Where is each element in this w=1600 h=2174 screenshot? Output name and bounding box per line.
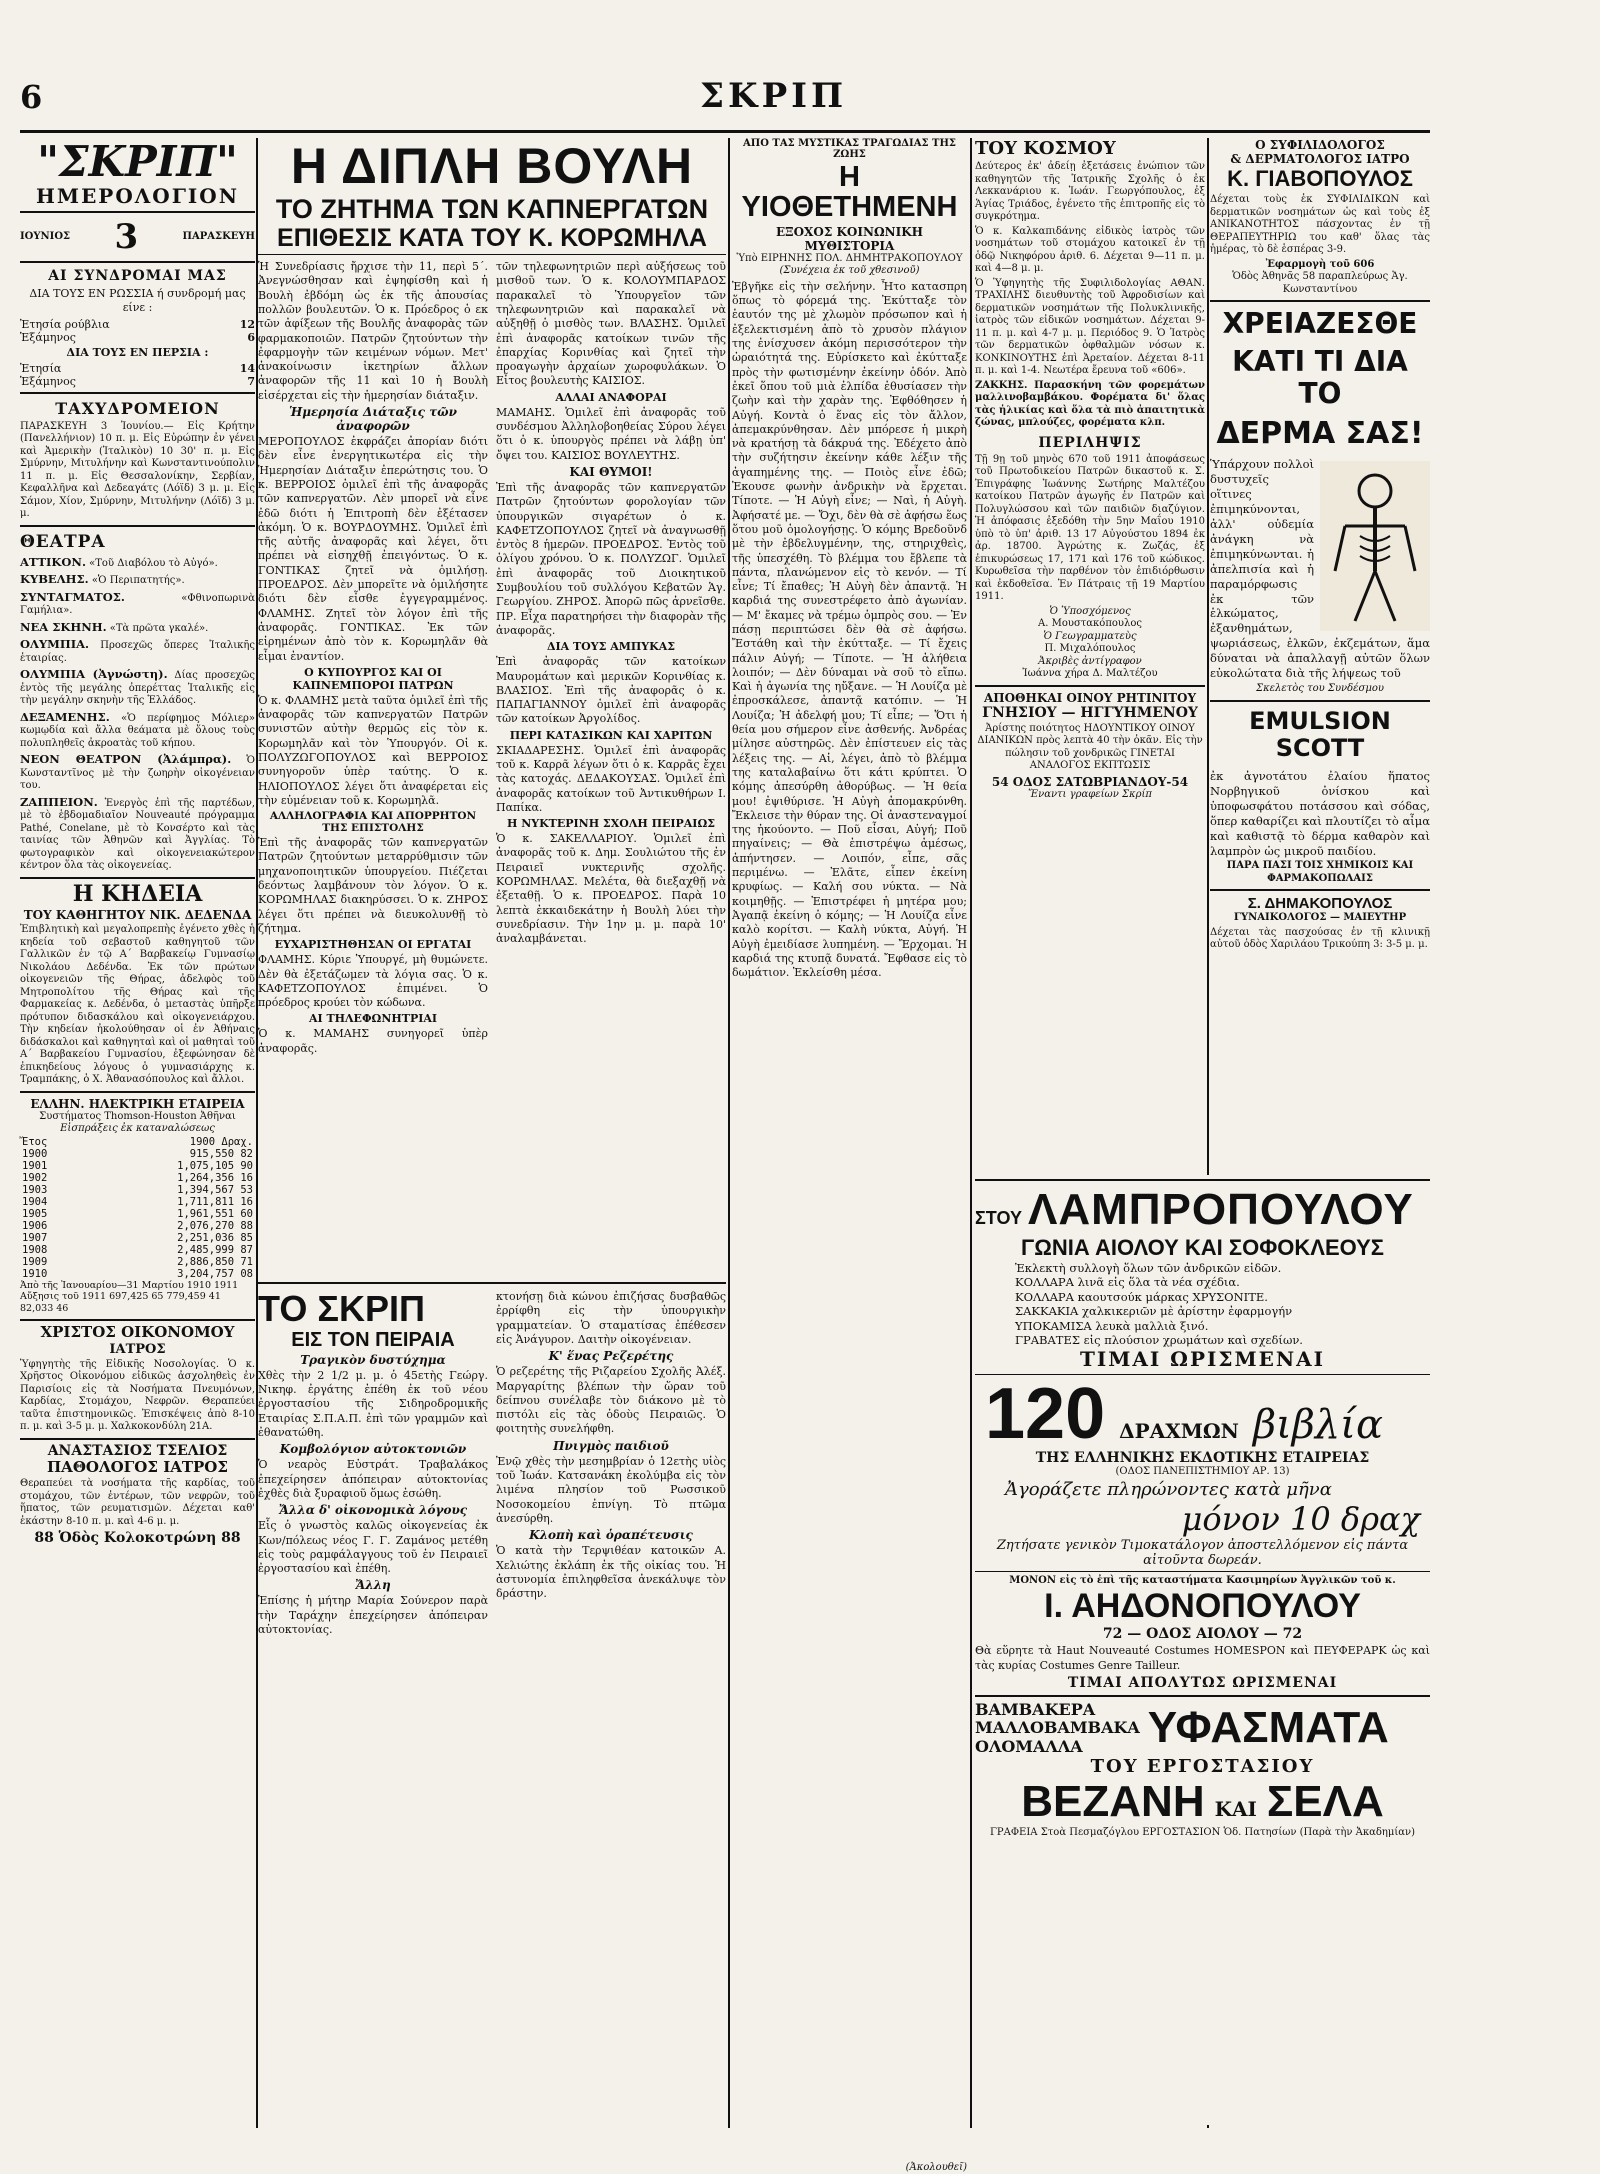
article-subhead: Ο ΚΥΠΟΥΡΓΟΣ ΚΑΙ ΟΙ ΚΑΠΝΕΜΠΟΡΟΙ ΠΑΤΡΩΝ [292, 665, 454, 692]
theatre-name: ΝΕΑ ΣΚΗΝΗ. [20, 619, 107, 634]
piraeus-col-left [258, 1288, 488, 1639]
piraeus-subhead: Κ' ἕνας Ρεζερέτης [548, 1349, 674, 1364]
scott-ad-text: ἐκ ἀγνοτάτου ἐλαίου ἥπατος Νορβηγικοῦ ὀνίσκου καὶ ὑποφωσφάτου ποτάσσου καὶ σόδας, ὅπερ καθαρίζει καὶ πλουτίζει τὸ αἷμα καὶ καθιστᾷ τὸ δέρμα καθαρὸν καὶ λαμπρὸν ὡς μικροῦ παιδίου. [1210, 768, 1430, 858]
theatre-text: «Φθινοπωρινὰ Γαμήλια». [20, 592, 255, 617]
funeral-title: Η ΚΗΔΕΙΑ [72, 880, 203, 907]
article-body [258, 258, 726, 1278]
table-cell: 915,550 82 [189, 1147, 253, 1160]
fabrics-sub: ΤΟΥ ΕΡΓΟΣΤΑΣΙΟΥ [1090, 1756, 1315, 1778]
society-text: Ὁ κ. Καλκαπιδάνης εἰδικὸς ἰατρὸς τῶν νοσημάτων τοῦ στομάχου κατοικεῖ ἐν τῇ ὁδῷ Νικηφόρου ἀριθ. 6. Δέχεται 9—11 π. μ. καὶ 4—8 μ. μ. [975, 225, 1205, 274]
piraeus-paragraph: Ἐπίσης ἡ μήτηρ Μαρία Σούνερον παρὰ τὴν Ταράχην ἐπεχείρησεν ἀπόπειραν αὐτοκτονίας. [258, 1594, 488, 1637]
article-subhead: ΔΙΑ ΤΟΥΣ ΑΜΠΥΚΑΣ [546, 640, 676, 654]
lampropoulos-item: ΣΑΚΚΑΚΙΑ χαλκικεριῶν μὲ ἀρίστην ἐφαρμογήν [1015, 1304, 1293, 1319]
books-line-1: Ἀγοράζετε πληρώνοντες κατὰ μῆνα [1005, 1478, 1332, 1500]
fabric-type: ΟΛΟΜΑΛΛΑ [975, 1736, 1083, 1756]
piraeus-subhead: Τραγικὸν δυστύχημα [300, 1352, 446, 1367]
article-paragraph: ΜΑΜΑΗΣ. Ὁμιλεῖ ἐπὶ ἀναφορᾶς τοῦ συνδέσμου Ἀλληλοβοηθείας Σύρου λέγει ὅτι ὁ κ. ὑπουργὸς πρέπει νὰ λάβῃ ὑπ' ὄψει του. ΚΑΙΣΙΟΣ ΒΟΥΛΕΥΤΗΣ. [496, 405, 726, 462]
piraeus-paragraph: Χθὲς τὴν 2 1/2 μ. μ. ὁ 45ετὴς Γεώργ. Νικηφ. ἐργάτης ἐπέθη ἐκ τοῦ νέου ἐργοστασίου τῆς Σιδηροδρομικῆς Εταιρίας Σ.Π.Α.Π. ἐπὶ τῶν γραμμῶν καὶ ἐθανατώθη. [258, 1368, 488, 1440]
article-paragraph: ΦΛΑΜΗΣ. Κύριε Ὑπουργέ, μὴ θυμώνετε. Δὲν θὰ ἐξετάζωμεν τὰ λόγια σας. Ὁ κ. ΚΑΦΕΤΖΟΠΟΥΛΟΣ ἐπιμένει. Ὁ πρόεδρος κρούει τὸν κώδωνα. [258, 953, 488, 1010]
doctor-2-text: Θεραπεύει τὰ νοσήματα τῆς καρδίας, τοῦ στομάχου, τῶν ἐντέρων, τῶν νεφρῶν, τοῦ ἥπατος, τῶν ρευματισμῶν. Δέχεται καθ' ἑκάστην 8-10 π. μ. καὶ 4-6 μ. μ. [20, 1478, 255, 1527]
theatre-name: ΔΕΞΑΜΕΝΗΣ. [20, 709, 110, 724]
piraeus-subhead: Κλοπὴ καὶ ὁραπέτευσις [529, 1528, 693, 1543]
fabric-type: ΒΑΜΒΑΚΕΡΑ [975, 1699, 1096, 1719]
wide-ads [975, 1175, 1430, 2125]
electric-note: Ἀπὸ τῆς Ἰανουαρίου—31 Μαρτίου 1910 1911 Αὔξησις τοῦ 1911 697,425 65 779,459 41 82,033 46 [20, 1279, 239, 1315]
lampropoulos-item: Ἐκλεκτὴ συλλογὴ ὅλων τῶν ἀνδρικῶν εἰδῶν. [1015, 1261, 1282, 1275]
society-kicker: ΤΟΥ ΚΟΣΜΟΥ [975, 138, 1116, 159]
piraeus-paragraph: κτονήσῃ διὰ κώνου ἐπιζήσας δυσβαθῶς ἐρρίφθη εἰς τὴν ὑπουργικὴν γραμματείαν. Ὁ σταματίσας ἐπέθεσεν εἰς Ἀνάγυρον. Δαιτὴν οἰκογένειαν. [496, 1290, 726, 1346]
books-publisher: ΤΗΣ ΕΛΛΗΝΙΚΗΣ ΕΚΔΟΤΙΚΗΣ ΕΤΑΙΡΕΙΑΣ [1035, 1450, 1370, 1467]
subscriptions-russia: ΔΙΑ ΤΟΥΣ ΕΝ ΡΩΣΣΙΑ ή συνδρομή μας είνε : [29, 287, 246, 315]
fabrics-name-2: ΣΕΛΑ [1266, 1777, 1384, 1827]
novel-end: (Ἀκολουθεῖ) [905, 2161, 967, 2173]
paper-name: ΣΚΡΙΠ [700, 76, 848, 116]
doctor-ad-name: Κ. ΓΙΑΒΟΠΟΥΛΟΣ [1227, 166, 1413, 191]
theatre-item [20, 555, 255, 571]
piraeus-paragraph: Ὁ κατὰ τὴν Τερψιθέαν κατοικῶν Α. Χελιώτης ἐκλάπη ἐκ τῆς οἰκίας του. Ἡ ἀστυνομία ἐπιληφθεῖσα ἀνεκάλυψε τὸν δράστην. [496, 1544, 726, 1601]
table-row [20, 1172, 255, 1184]
wine-note: Ἔναντι γραφείων Σκρίπ [1028, 788, 1152, 800]
gynecologist-name: Σ. ΔΗΜΑΚΟΠΟΥΛΟΣ [1247, 895, 1393, 913]
fabrics-types [975, 1701, 1140, 1756]
funeral-subtitle: ΤΟΥ ΚΑΘΗΓΗΤΟΥ ΝΙΚ. ΔΕΔΕΝΔΑ [23, 908, 252, 923]
doctor-1-title: ΙΑΤΡΟΣ [109, 1341, 166, 1357]
theatre-item [20, 572, 255, 588]
fabrics-address: ΓΡΑΦΕΙΑ Στοὰ Πεσμαζόγλου ΕΡΓΟΣΤΑΣΙΟΝ Ὁδ. Πατησίων (Παρὰ τὴν Ἀκαδημίαν) [989, 1827, 1416, 1839]
fabrics-name-1: ΒΕΖΑΝΗ [1021, 1777, 1205, 1827]
theatre-name: ΑΤΤΙΚΟΝ. [20, 554, 86, 569]
books-line-3: Ζητήσατε γενικὸν Τιμοκατάλογον ἀποστελλόμενον εἰς πάντα αἰτοῦντα δωρεάν. [996, 1537, 1409, 1568]
theatre-item [20, 667, 255, 708]
novel-text: Ἐβγῆκε εἰς τὴν σελήνην. Ἦτο κατασπρη ὅπως τὸ φόρεμά της. Ἐκύτταξε τὸν ἑαυτόν της μὲ χλωμὸν πρόσωπον καὶ ἡ ἐξελεκτισμένη ἀπὸ τὸ χρυσὸν πλάγιον της ἐνίσχυσεν ἀκόμη περισσότερον τὴν ὡραιότητά της. Εὐρίσκετο καὶ ἐκύτταξε πρὸς τὴν φωτισμένην ἐκείνην ὁδόν. Ἀπὸ ἐκεῖ ὅπου τοῦ μιὰ ἐλπίδα ἐθυσίασεν τὴν ζωὴν καὶ τὴν χαρὰν της. Ἐφθόθησεν ἡ Αὐγή. Κοντὰ ὁ ἕνας εἰς τὸν ἄλλον, ἀπεμακρύνθησαν. Δὲν μπόρεσε ἡ μικρὴ νὰ κρατήσῃ τὰ δάκρυά της. Ἐδέχετο ἀπὸ τὴν συζήτησιν ἐκείνην κάθε λέξιν τῆς ἀγαπημένης της. — Ποιὸς εἶνε ἐδῶ; Ἐκουσε φωνὴν ἀνδρικὴν νὰ ἔρχεται. Τίποτε. — Ἡ Αὐγὴ εἶνε; — Ναὶ, ἡ Αὐγὴ. Ἀφήσατέ με. — Ὄχι, δὲν θὰ σὲ ἀφήσω ἕως ὅτου μοῦ ὁμολογήσῃς. Ὁ κόμης Βρεδοῦνδ μὲ τὴν ἐβδελυγμένην, της, στηριχθεὶς, τῆς ὑπεσχέθη. Τὸ βλέμμα του ἔβλεπε τὰ πάντα, πλανώμενον εἰς τὸ κενόν. — Τί εἶνε; Τί ἔπαθες; Ἡ Αὐγὴ δὲν ἀπαντᾷ. Ἡ καρδιά της συνεστρέφετο ἀπὸ ἀγωνίαν. — Μ' ἔκαμες νὰ τρέμω ὁμπρὸς σου. — Ἐν πάσῃ περιπτώσει δὲν θὰ σὲ ἀφήσω. Ἔστάθη καὶ τὴν ἐκύτταξε. — Τί ἔχεις πάλιν Αὐγή; — Τίποτε. — Ἡ ἀλήθεια λοιπόν; — Δὲν δύναμαι νὰ σοῦ τὸ εἴπω. Καὶ ἡ ἀγωνία της ηὔξανε. — Ἡ Λουίζα μὲ ἐπροσκάλεσε, ἀπαντᾷ κατόπιν. — Ἡ Λουίζα; Ἡ ἀδελφή μου; Τί εἶπε; — Ὅτι ἡ θεία μου σήμερον εἶνε ἀσθενής. Ἀνδρέας μίλησε αὐστηρῶς. Δὲν ἐπίστευεν εἰς τὰς λέξεις της. — Αἱ, λέγει, ἀπὸ τὸ βλέμμα της καταλαβαίνω ὅτι κάτι κρύπτει. Ὁ κόμης ἀπεσύρθη ἀθορύβως. — Ἡ θεία μου! ἐψιθύρισε. Ἡ Αὐγὴ ἀπομακρύνθη. Ἔκλεισε τὴν θύραν της. Οἱ ἀναστεναγμοί της ἠκούοντο. — Ποῦ εἶσαι, Αὐγή; Ποῦ πηγαίνεις; — Θὰ ἐπιστρέψω ἀμέσως, ἀπήντησεν. — Λοιπόν, εἶπε, σᾶς περιμένω. — Ἐλᾶτε, εἶπεν ἐκείνη κρυφίως. — Καλή σου νύκτα. — Νὰ κοιμηθῇς. — Ἐπιστρέφει ἡ μητέρα μου; Ἀγαπᾷ ἐκείνη ὁ κόμης; — Ἡ Λουίζα εἶνε καλὸ κορίτσι. — Καλὴ νύκτα, Αὐγή. Ἡ Αὐγὴ ἐμειδίασε λυπημένη. — Ἔρχομαι. Ἡ καρδιά της κτυπᾷ δυνατά. Ἔφθασε εἰς τὸ δωμάτιον. Ἐκλείσθη μέσα. [732, 279, 967, 980]
fabric-type: ΜΑΛΛΟΒΑΜΒΑΚΑ [975, 1718, 1140, 1738]
wine-subtitle: ΓΝΗΣΙΟΥ — ΗΓΓΥΗΜΕΝΟΥ [982, 704, 1198, 721]
fabrics-and: ΚΑΙ [1214, 1797, 1257, 1822]
books-line-2: μόνον 10 δραχ [1181, 1499, 1420, 1538]
subscription-row [20, 318, 255, 331]
subscription-row [20, 362, 255, 375]
table-row [20, 1208, 255, 1220]
notice-sign: Ἰωάννα χήρα Δ. Μαλτέζου [1022, 668, 1158, 679]
doctor-2-address: 88 Ὁδὸς Κολοκοτρώνη 88 [34, 1530, 241, 1547]
article-paragraph: Ἐπὶ ἀναφορᾶς τῶν κατοίκων Μαυρομάτων καὶ μερικῶν Κορινθίας κ. ΒΛΑΣΙΟΣ. Ἐπὶ τῆς ἀναφορᾶς ὁ κ. ΠΑΠΑΓΙΑΝΝΟΥ ὁμιλεῖ ἐπὶ ἀναφορᾶς τῶν κατοίκων Ἀργολίδος. [496, 655, 726, 726]
table-row [20, 1196, 255, 1208]
post-office-text: ΠΑΡΑΣΚΕΥΗ 3 Ἰουνίου.— Εἰς Κρήτην (Πανελλήνιον) 10 π. μ. Εἰς Εὐρώπην ἐν γένει καὶ Ἀμερικὴν (Ἰταλικὸν) 10 30' π. μ. Εἰς Σμύρνην, Μιτυλήνην καὶ Κωνσταντινούπολιν 11 π. μ. Εἰς Θεσσαλονίκην, Σερβίαν, Κεφαλλῆνα καὶ Δεδεαγάτς (Λόϊδ) 3 μ. μ. Εἰς Σάμον, Χίον, Σμύρνην, Μιτυλήνην (Λόϊδ) 3 μ. μ. [20, 420, 255, 520]
piraeus-subhead: Πνιγμὸς παιδιοῦ [553, 1438, 669, 1453]
theatre-text: «Τοῦ Διαβόλου τὸ Αὐγό». [89, 557, 218, 569]
piraeus-title: ΤΟ ΣΚΡΙΠ [258, 1288, 425, 1330]
shop-line: ΜΟΝΟΝ εἰς τὸ ἐπὶ τῆς καταστήματα Κασιμηρίων Ἀγγλικῶν τοῦ κ. [1009, 1574, 1396, 1586]
notice-text: Τῇ 9ῃ τοῦ μηνὸς 670 τοῦ 1911 ἀποφάσεως τοῦ Πρωτοδικείου Πατρῶν δικαστοῦ κ. Σ. Ἐπιγράφης Ἰωάννης Σωτήρης Μαλτέζου κατοίκου Πατρῶν ἀγωγῆς ἐν Πατρῶν καὶ Πολυγλώσσου καὶ τῶν παιδιῶν διαζύγιον. Ἡ ἀπόφασις ἐξεδόθη τὴν 5ην Μαΐου 1910 ὑπὸ τὸ ὑπ' ἀριθ. 13 17 Αὐγούστου 1894 ἐκ ἀρ. 18700. Ἀγρώτης κ. Ζωζάς, ἐξ ἐπικυρώσεως 17, 171 καὶ 176 τοῦ κώδικος. Κυρωθεῖσα τὴν παρθένον τὸν ἐπιδιόρθωσιν καὶ ἐκδοθεῖσα. Ἐν Πάτραις τῇ 19 Μαρτίου 1911. [975, 453, 1205, 602]
subscription-value: 12 [239, 317, 255, 331]
table-row [20, 1220, 255, 1232]
doctor-2-title: ΠΑΘΟΛΟΓΟΣ ΙΑΤΡΟΣ [47, 1458, 228, 1477]
headline: Η ΔΙΠΛΗ ΒΟΥΛΗ [290, 138, 694, 194]
figure-caption: Σκελετὸς του Συνδέσμου [1256, 683, 1384, 695]
fabrics-title: ΥΦΑΣΜΑΤΑ [1147, 1703, 1389, 1753]
piraeus-subtitle: ΕΙΣ ΤΟΝ ΠΕΙΡΑΙΑ [291, 1328, 455, 1351]
subscription-label: Ἑξάμηνος [20, 374, 76, 388]
theatre-text: Ὁ Κωνσταντῖνος μὲ τὴν ζωηρὴν οἰκογένειαν του. [20, 755, 255, 792]
gynecologist-title: ΓΥΝΑΙΚΟΛΟΓΟΣ — ΜΑΙΕΥΤΗΡ [1233, 912, 1407, 924]
article-paragraph: ΣΚΙΑΔΑΡΕΣΗΣ. Ὁμιλεῖ ἐπὶ ἀναφορᾶς τοῦ κ. Καρρᾶ λέγων ὅτι ὁ κ. Καρρᾶς ἔχει τὰς κατοχάς. ΔΕΔΑΚΟΥΣΑΣ. Ὁμιλεῖ ἐπὶ ἀναφορᾶς κατοίκων τοῦ Ἀντικυθήρων Ι. Παπίκα. [496, 743, 726, 814]
page-number: 6 [20, 78, 43, 116]
novel-kicker: ΑΠΟ ΤΑΣ ΜΥΣΤΙΚΑΣ ΤΡΑΓΩΔΙΑΣ ΤΗΣ ΖΩΗΣ [743, 138, 956, 160]
date-month: ΙΟΥΝΙΟΣ [20, 230, 71, 242]
theatre-text: «Ὁ περίφημος Μόλιερ» κωμῳδία καὶ ἄλλα θεάματα μὲ ὅλους τοὺς πολυπληθεῖς ἀκροατὰς τοῦ κήπου. [20, 712, 255, 749]
table-cell: 1,961,551 60 [177, 1207, 253, 1220]
doctor-ad-text: Δέχεται τοὺς ἐκ ΣΥΦΙΛΙΔΙΚΩΝ καὶ δερματικῶν νοσημάτων ὡς καὶ τοὺς ἐξ ΑΝΙΚΑΝΟΤΗΤΟΣ πάσχοντας ἐν τῇ ΘΕΡΑΠΕΥΤΗΡΙΩ του καθ' ὅλας τὰς ἡμέρας, τὸ δὲ ἑσπέρας 3-9. [1210, 194, 1430, 255]
theatre-text: «Τὰ πρῶτα γκαλέ». [109, 622, 209, 634]
skin-ad-text: Ὑπάρχουν πολλοὶ δυστυχεῖς οἵτινες ἐπιμηκύνονται, ἀλλ' οὐδεμία ἀνάγκη νὰ ἐπιμηκύνωνται. ἡ ἀπελπισία καὶ ἡ παραμόρφωσις ἐκ τῶν ἑλκώματος, ἐξανθημάτων, ψωριάσεως, ἐλκῶν, ἐκζεμάτων, ἅμα δύναται νὰ ἀπαλλαγῇ αὐτῶν ὅλων εὐκολώτατα διὰ τῆς λήψεως τοῦ [1210, 457, 1430, 681]
table-cell: 1909 [22, 1255, 48, 1268]
column-novel [732, 138, 967, 2173]
wine-text: Ἀρίστης ποιότητος ΗΔΟΥΝΤΙΚΟΥ ΟΙΝΟΥ ΔΙΑΝΙΚΩΝ πρὸς λεπτὰ 40 τὴν ὀκᾶν. Εἰς τὴν πώλησιν τοῦ χονδρικῶς ΓΙΝΕΤΑΙ ΑΝΑΛΟΓΟΣ ΕΚΠΤΩΣΙΣ [977, 722, 1203, 771]
books-currency: ΔΡΑΧΜΩΝ [1119, 1419, 1239, 1444]
table-header: Ἔτος [22, 1135, 48, 1148]
piraeus-col-right [496, 1288, 726, 1639]
column-rule [728, 138, 730, 2128]
notice-title: ΠΕΡΙΛΗΨΙΣ [1038, 434, 1142, 451]
article-subhead: ΕΥΧΑΡΙΣΤΗΘΗΣΑΝ ΟΙ ΕΡΓΑΤΑΙ [274, 938, 472, 952]
subscription-label: Ἑξάμηνος [20, 330, 76, 344]
theatre-name: ΝΕΟΝ ΘΕΑΤΡΟΝ (Ἀλάμπρα). [20, 752, 232, 767]
article-paragraph: ΜΕΡΟΠΟΥΛΟΣ ἐκφράζει ἀπορίαν διότι δὲν εἶνε ἐνεργητικωτέρα εἰς τὴν Ἡμερησίαν Διάταξιν ἐπερώτησις του. Ὁ κ. ΒΕΡΡΟΙΟΣ ὁμιλεῖ ἐπὶ τῆς ἀναφορᾶς τῶν καπνεργατῶν. Λὲν μπορεῖ νὰ εἶνε ἐδῶ διότι ἡ Ἐπιτροπὴ δὲν ἐξέτασεν ἀκόμη. Ὁ κ. ΒΟΥΡΔΟΥΜΗΣ. Ὁμιλεῖ ἐπὶ τῆς αὐτῆς ἀναφορᾶς καὶ λέγει, ὅτι πρέπει νὰ εἰσηχθῇ ἐπειγόντως. Ὁ κ. ΓΟΝΤΙΚΑΣ ζητεῖ νὰ ὁμιλήσῃ. ΠΡΟΕΔΡΟΣ. Δὲν μπορεῖτε νὰ ὁμιλήσητε διότι δὲν εἶσθε ἐγγεγραμμένος. ΦΛΑΜΗΣ. Ζητεῖ τὸν λόγον ἐπὶ τῆς ἀναφορᾶς. ΓΟΝΤΙΚΑΣ. Ἐκ τῶν εἰρημένων ἀπὸ τὸν κ. Κορωμηλᾶν θὰ εἶμαι ἐναντίον. [258, 435, 488, 663]
theatre-text: Δίας προσεχῶς ἐντὸς τῆς μεγάλης ὀπερέττας Ἰταλικῆς εἰς τὴν μεγάλην σκηνὴν τῆς Ἑλλάδος. [20, 670, 256, 707]
theatre-name: ΚΥΒΕΛΗΣ. [20, 572, 89, 587]
table-cell: 1910 [22, 1267, 48, 1280]
table-cell: 2,251,036 85 [177, 1231, 253, 1244]
lampropoulos-prices: ΤΙΜΑΙ ΩΡΙΣΜΕΝΑΙ [1079, 1347, 1326, 1372]
table-cell: 1908 [22, 1243, 48, 1256]
table-row [20, 1268, 255, 1280]
lampropoulos-item: ΚΟΛΛΑΡΑ καουτσούκ μάρκας ΧΡΥΣΟΝΙΤΕ. [1015, 1289, 1268, 1304]
table-cell: 2,076,270 88 [177, 1219, 253, 1232]
theatre-item [20, 752, 255, 793]
table-cell: 1903 [22, 1183, 48, 1196]
novel-subtitle: ΕΞΟΧΟΣ ΚΟΙΝΩΝΙΚΗ ΜΥΘΙΣΤΟΡΙΑ [776, 224, 923, 253]
table-header: 1900 Δραχ. [189, 1135, 253, 1148]
table-cell: 1900 [22, 1147, 48, 1160]
lampropoulos-item: ΚΟΛΛΑΡΑ λινᾶ εἰς ὅλα τὰ νέα σχέδια. [1015, 1275, 1240, 1290]
table-cell: 1902 [22, 1171, 48, 1184]
table-row [20, 1184, 255, 1196]
wine-address: 54 ΟΔΟΣ ΣΑΤΩΒΡΙΑΝΔΟΥ-54 [991, 774, 1189, 789]
scott-ad-title: EMULSION SCOTT [1249, 706, 1391, 763]
books-ad-header [975, 1374, 1430, 1455]
date-weekday: ΠΑΡΑΣΚΕΥΗ [182, 230, 255, 242]
table-cell: 2,485,999 87 [177, 1243, 253, 1256]
table-row [20, 1244, 255, 1256]
table-cell: 1905 [22, 1207, 48, 1220]
article-col-left [258, 258, 488, 1278]
novel-continued: (Συνέχεια ἐκ τοῦ χθεσινοῦ) [779, 265, 920, 277]
theatre-item [20, 710, 255, 751]
fabrics-brand [975, 1777, 1430, 1827]
column-calendar [20, 138, 255, 2128]
lampropoulos-header [975, 1185, 1430, 1235]
table-row [20, 1256, 255, 1268]
electric-subtitle: Συστήματος Thomson-Houston Ἀθῆναι [39, 1110, 236, 1122]
lampropoulos-prefix: ΣΤΟΥ [975, 1208, 1022, 1228]
shop-address: 72 — ΟΔΟΣ ΑΙΟΛΟΥ — 72 [1102, 1626, 1303, 1643]
subscription-label: Ἐτησία ρούβλια [20, 317, 110, 331]
headline-sub-1: ΤΟ ΖΗΤΗΜΑ ΤΩΝ ΚΑΠΝΕΡΓΑΤΩΝ [275, 193, 709, 224]
piraeus-paragraph: Ἐνῷ χθὲς τὴν μεσημβρίαν ὁ 12ετὴς υἱὸς τοῦ Ἰωάν. Κατσανάκη ἐκολύμβα εἰς τὸν λιμένα πλησίον τοῦ Ρωσσικοῦ Νοσοκομείου ἐπνίγη. Τὸ πτῶμα ἀνεσύρθη. [496, 1454, 726, 1525]
theatre-text: «Ὁ Περιπατητής». [91, 575, 185, 587]
piraeus-paragraph: Εἷς ὁ γνωστὸς καλῶς οἰκογενείας ἐκ Κων/πόλεως νέος Γ. Γ. Ζαμάνος μετέθη εἰς τοὺς ραμφάλαγγους τοῦ ἐν Πειραιεῖ ἐργοστασίου καὶ ἐπέθη. [258, 1519, 488, 1576]
theatre-name: ΟΛΥΜΠΙΑ. [20, 637, 90, 652]
theatre-item [20, 795, 255, 873]
novel-title: Η ΥΙΟΘΕΤΗΜΕΝΗ [741, 161, 958, 224]
article-subhead: Ἡμερησία Διάταξις τῶν ἀναφορῶν [289, 405, 457, 434]
page-header [20, 70, 1430, 133]
notice-sign: Ὁ Ὑποσχόμενος [1049, 605, 1131, 617]
doctor-2-name: ΑΝΑΣΤΑΣΙΟΣ ΤΣΕΛΙΟΣ [47, 1442, 228, 1459]
shop-name: Ι. ΑΗΔΟΝΟΠΟΥΛΟΥ [1044, 1587, 1361, 1626]
doctor-ad-title: Ο ΣΥΦΙΛΙΔΟΛΟΓΟΣ [1255, 138, 1385, 152]
table-cell: 1,264,356 16 [177, 1171, 253, 1184]
wine-title: ΑΠΟΘΗΚΑΙ ΟΙΝΟΥ ΡΗΤΙΝΙΤΟΥ [983, 690, 1197, 705]
shop-text: Θὰ εὕρητε τὰ Haut Nouveauté Costumes HOMESPON καὶ ΠΕΥΦΕΡΑΡΚ ὡς καὶ τὰς κυρίας Costumes Genre Tailleur. [975, 1644, 1430, 1672]
subscriptions-title: ΑΙ ΣΥΝΔΡΟΜΑΙ ΜΑΣ [48, 268, 227, 285]
novel-author: Ὑπὸ ΕΙΡΗΝΗΣ ΠΟΛ. ΔΗΜΗΤΡΑΚΟΠΟΥΛΟΥ [736, 252, 963, 264]
skeleton-figure-icon [1320, 461, 1430, 631]
theatre-text: Προσεχῶς ὄπερες Ἰταλικῆς ἑταιρίας. [20, 640, 256, 664]
notice-sign: Ὁ Γεωγραμματεὺς [1043, 630, 1137, 642]
lampropoulos-list [975, 1261, 1430, 1347]
notice-sign: Α. Μουστακόπουλος [1038, 618, 1142, 629]
masthead-subtitle: ΗΜΕΡΟΛΟΓΙΟΝ [36, 184, 239, 209]
subscription-row [20, 375, 255, 388]
article-subhead: ΚΑΙ ΘΥΜΟΙ! [569, 464, 653, 479]
piraeus-paragraph: Ὁ νεαρὸς Εὐστράτ. Τραβαλάκος ἐπεχείρησεν ἀπόπειραν αὐτοκτονίας ἐχθὲς διὰ ξυραφιοῦ ὅμως ἐσώθη. [258, 1458, 488, 1500]
society-text: ΖΑΚΚΗΣ. Παρασκήνη τῶν φορεμάτων μαλλινοβαμβάκου. Φορέματα δι' ὅλας τὰς ἡλικίας καὶ ὅλα τὰ πιὸ ἀπαιτητικὰ ζώνας, μπλούζες, φορέματα κλπ. [975, 379, 1205, 428]
theatre-item [20, 620, 255, 636]
article-paragraph: Ὁ κ. ΦΛΑΜΗΣ μετὰ ταῦτα ὁμιλεῖ ἐπὶ τῆς ἀναφορᾶς τῶν καπνεργατῶν Πατρῶν συνιστῶν αὐτὴν θερμῶς εἰς τὸν κ. Κορωμηλᾶν καὶ τὸν Ὑπουργόν. Οἱ κ. ΠΟΛΥΖΩΓΟΠΟΥΛΟΣ καὶ ΒΕΡΡΟΙΟΣ συνηγοροῦν ὑπὲρ ταύτης. Ὁ κ. ΗΛΙΟΠΟΥΛΟΣ λέγει ὅτι ἀναφέρεται εἰς τὴν εὐμένειαν τοῦ κ. Κορωμηλᾶ. [258, 693, 488, 807]
gynecologist-text: Δέχεται τὰς πασχούσας ἐν τῇ κλινικῇ αὐτοῦ ὁδὸς Χαριλάου Τρικούπη 3: 3-5 μ. μ. [1210, 926, 1430, 951]
article-col-right [496, 258, 726, 1278]
article-paragraph: τῶν τηλεφωνητριῶν περὶ αὐξήσεως τοῦ μισθοῦ των. Ὁ κ. ΚΟΛΟΥΜΠΑΡΔΟΣ παρακαλεῖ τὸ Ὑπουργεῖον τῶν τηλεφωνητριῶν καὶ παρακαλεῖ νὰ αὐξηθῇ ὁ μισθὸς των. ΒΛΑΣΗΣ. Ὁμιλεῖ ἐπὶ ἀναφορᾶς κατοίκων τινῶν τῆς ἐπαρχίας Κορινθίας καὶ ζητεῖ τὴν προαγωγὴν ἀρχαίων χωροφυλάκων. Ὁ Εἶτος βουλευτὴς ΚΑΙΣΙΟΣ. [496, 260, 726, 388]
table-header-row [20, 1136, 255, 1148]
article-subhead: ΑΛΛΑΙ ΑΝΑΦΟΡΑΙ [555, 390, 667, 404]
date-row [20, 217, 255, 257]
piraeus-subhead: Ἄλλα δ' οἰκονομικὰ λόγους [278, 1503, 468, 1518]
table-cell: 1906 [22, 1219, 48, 1232]
books-address: (ΟΔΟΣ ΠΑΝΕΠΙΣΤΗΜΙΟΥ ΑΡ. 13) [1115, 1466, 1290, 1478]
piraeus-section [258, 1288, 726, 1639]
books-number: 120 [985, 1374, 1106, 1455]
theatre-text: Ἐνεργὸς ἐπὶ τῆς παρτέδων, μὲ τὸ ἑβδομαδιαῖον Nouveauté πρόγραμμα Pathé, Conelane, μὲ τὸ Κονσέρτο καὶ τὰς ταινίας τῶν Ἀθηνῶν καὶ Ἀγγλίας. Τὸ φωτογραφικὸν καὶ οἰκογενειακώτερον κέντρον ὅλα τὰς οἰκογενείας. [20, 797, 255, 872]
table-row [20, 1232, 255, 1244]
article-paragraph: Ἐπὶ τῆς ἀναφορᾶς τῶν καπνεργατῶν Πατρῶν ζητούντων μεταρρύθμισιν τῶν μηχανοποιητικῶν ὑπουργείου. Πιέζεται δεόντως λαμβάνουν τὸν λόγον. Ὁ κ. ΚΟΡΩΜΗΛΑΣ διακηρύσσει. Ὁ κ. ΖΗΡΟΣ λέγει ὅτι πρέπει νὰ διευκολυνθῇ τὸ ζήτημα. [258, 836, 488, 935]
lampropoulos-corner: ΓΩΝΙΑ ΑΙΟΛΟΥ ΚΑΙ ΣΟΦΟΚΛΕΟΥΣ [1020, 1235, 1385, 1260]
society-text: Δεύτερος ἐκ' ἀδείῃ ἐξετάσεις ἐνώπιον τῶν καθηγητῶν τῆς Ἰατρικῆς Σχολῆς ὁ ἐκ Λεκκανάριου κ. Ἰωάν. Γεωργόπουλος, ἐξ Ἁγίας Τριάδος, ἐγένετο τῆς ἐπιτροπῆς εἰς τὸ συγκρότημα. [975, 161, 1205, 222]
table-cell: 1907 [22, 1231, 48, 1244]
table-row [20, 1160, 255, 1172]
piraeus-subhead: Κομβολόγιον αὐτοκτονιῶν [279, 1442, 467, 1457]
article-paragraph: Ὁ κ. ΣΑΚΕΛΛΑΡΙΟΥ. Ὁμιλεῖ ἐπὶ ἀναφορᾶς τοῦ κ. Δημ. Σουλιώτου τῆς ἐν Πειραιεῖ νυκτερινῆς σχολῆς. ΚΟΡΩΜΗΛΑΣ. Μελέτα, θὰ διεξαχθῇ νὰ ἐξεταθῇ. Ὁ κ. ΠΡΟΕΔΡΟΣ. Παρὰ 10 λεπτὰ ἐκκαιδεκάτην ἡ Βουλὴ λύει τὴν συνεδρίασιν. Τὴν 1ην μ. μ. παρὰ 10' ἀναλαμβάνεται. [496, 832, 726, 946]
doctor-1-name: ΧΡΙΣΤΟΣ ΟΙΚΟΝΟΜΟΥ [40, 1323, 235, 1342]
doctor-ad-address: Ὁδὸς Ἀθηνᾶς 58 παραπλεύρως Ἁγ. Κωνσταντίνου [1232, 271, 1408, 295]
subscription-value: 7 [247, 374, 255, 388]
lampropoulos-name: ΛΑΜΠΡΟΠΟΥΛΟΥ [1027, 1185, 1414, 1234]
article-paragraph: Ἐπὶ τῆς ἀναφορᾶς τῶν καπνεργατῶν Πατρῶν ζητούντων φορολογίαν τῶν ὑπουργικῶν σιγαρέτων ὁ κ. ΚΑΦΕΤΖΟΠΟΥΛΟΣ ζητεῖ νὰ ἀναγνωσθῇ ἐντὸς 8 ἡμερῶν. ΠΡΟΕΔΡΟΣ. Ἐντὸς τοῦ ὀλίγου χρόνου. Ὁ κ. ΠΟΛΥΖΩΓ. Ὁμιλεῖ ἐπὶ ἀναφορᾶς τοῦ Διοικητικοῦ Συμβουλίου τοῦ συλλόγου Κεβατῶν Ἁγ. Γεωργίου. ΖΗΡΟΣ. Ἀπορῶ πῶς ἀρνεῖσθε. ΠΡ. Εἶχα παρατηρήσει τὴν διαφορὰν τῆς ἀναφορᾶς. [496, 480, 726, 637]
theatre-name: ΟΛΥΜΠΙΑ (Ἀγνώστη). [20, 667, 168, 682]
table-cell: 1,711,811 16 [177, 1195, 253, 1208]
theatre-item [20, 590, 255, 618]
date-day: 3 [114, 217, 139, 258]
table-cell: 2,886,850 71 [177, 1255, 253, 1268]
article-subhead: ΠΕΡΙ ΚΑΤΑΣΙΚΩΝ ΚΑΙ ΧΑΡΙΤΩΝ [509, 728, 713, 742]
table-cell: 1904 [22, 1195, 48, 1208]
skin-ad-body [1210, 457, 1430, 681]
theatre-name: ΖΑΠΠΕΙΟΝ. [20, 794, 98, 809]
piraeus-paragraph: Ὁ ρεζερέτης τῆς Ριζαρείου Σχολῆς Ἀλέξ. Μαργαρίτης βλέπων τὴν ὥραν τοῦ δείπνου συνέλαβε τὸν διάκονο μὲ τὸ πιστόλι εἰς τὰς ὁδοὺς Πειραιῶς. Ὁ φοιτητὴς συνελήφθη. [496, 1365, 726, 1436]
subscription-value: 14 [239, 361, 255, 375]
headline-sub-2: ΕΠΙΘΕΣΙΣ ΚΑΤΑ ΤΟΥ Κ. ΚΟΡΩΜΗΛΑ [277, 223, 707, 252]
skin-ad-line-3: ΔΕΡΜΑ ΣΑΣ! [1216, 415, 1424, 451]
theatre-name: ΣΥΝΤΑΓΜΑΤΟΣ. [20, 589, 125, 604]
subscription-label: Ἐτησία [20, 361, 62, 375]
funeral-text: Ἐπιβλητικὴ καὶ μεγαλοπρεπὴς ἐγένετο χθὲς ἡ κηδεία τοῦ σεβαστοῦ καθηγητοῦ τῶν Γαλλικῶν ἐν τῷ Α΄ Βαρβακείῳ Γυμνασίῳ Νικολάου Δεδένδα. Ἐκ τῶν πρώτων οἰκογενειῶν τῆς Θήρας, ἀδελφὸς τοῦ Μητροπολίτου τῆς Θήρας καὶ τῆς Φαρμακείας κ. Δεδένδα, ὁ μεταστὰς ὑπῆρξε πρότυπον διδασκάλου καὶ οἰκογενειάρχου. Τὴν κηδείαν ἠκολούθησαν οἱ ἐν Ἀθήναις διδάσκαλοι καὶ καθηγηταὶ καὶ οἱ μαθηταὶ τοῦ Α΄ Βαρβακείου Γυμνασίου, ἐξεφώνησαν δὲ ἐπικηδείους λόγους ὁ γυμνασιάρχης κ. Τραμπάκης, ὁ Χ. Ἀθανασόπουλος καὶ ἄλλοι. [20, 924, 255, 1086]
theatres-title: ΘΕΑΤΡΑ [20, 531, 106, 552]
lampropoulos-item: ΓΡΑΒΑΤΕΣ εἰς πλούσιον χρωμάτων καὶ σχεδίων. [1015, 1332, 1303, 1347]
electric-title: ΕΛΛΗΝ. ΗΛΕΚΤΡΙΚΗ ΕΤΑΙΡΕΙΑ [30, 1096, 245, 1111]
column-rule [970, 138, 972, 2128]
article-paragraph: Ἡ Συνεδρίασις ἤρχισε τὴν 11, περὶ 5΄. Ἀνεγνώσθησαν καὶ ἐψηφίσθη καὶ ἡ Βουλὴ ἐβδόμη ὡς ἐκ τῆς ἀπουσίας πολλῶν βουλευτῶν. Ὁ κ. Πρόεδρος ὁ εκ τῶν ἀφίξεων τῆς Βουλῆς ἀναφορὰς τῶν φαρμακοποιῶν. Πατρῶν ζητούντων τὴν ἐφαρμογὴν τῶν κειμένων νόμων. Μετ' ἀνακοίνωσιν ἱκετηρίων ἄλλων ἀναφορῶν τῆς 11 καὶ 10 ἡ Βουλὴ εἰσέρχεται εἰς τὴν ἡμερησίαν διάταξιν. [258, 260, 488, 402]
scott-ad-where: ΠΑΡΑ ΠΑΣΙ ΤΟΙΣ ΧΗΜΙΚΟΙΣ ΚΑΙ ΦΑΡΜΑΚΟΠΩΛΑΙΣ [1226, 860, 1414, 884]
subscription-row [20, 331, 255, 344]
doctor-1-text: Ὑφηγητὴς τῆς Εἰδικῆς Νοσολογίας. Ὁ κ. Χρῆστος Οἰκονόμου εἰδικῶς ἀσχοληθεὶς ἐν Παρισίοις εἰς τὰ Νοσήματα Πνευμόνων, Καρδίας, Στομάχου, Νεφρῶν. Θεραπεύει ταῦτα ἐπιστημονικῶς. Ἐπισκέψεις ἀπὸ 8-10 π. μ. καὶ 3-5 μ. μ. Χαλκοκονδύλη 21Α. [20, 1358, 255, 1433]
table-cell: 1,075,105 90 [177, 1159, 253, 1172]
table-cell: 1901 [22, 1159, 48, 1172]
column-parliament [258, 138, 726, 2128]
subscription-value: 6 [247, 330, 255, 344]
article-subhead: Η ΝΥΚΤΕΡΙΝΗ ΣΧΟΛΗ ΠΕΙΡΑΙΩΣ [506, 817, 716, 831]
books-word: βιβλία [1252, 1402, 1383, 1449]
table-row [20, 1148, 255, 1160]
post-office-title: ΤΑΧΥΔΡΟΜΕΙΟΝ [55, 398, 220, 418]
masthead-title: "ΣΚΡΙΠ" [37, 137, 238, 186]
electric-subtitle-2: Εἰσπράξεις ἐκ καταναλώσεως [60, 1123, 215, 1135]
table-cell: 3,204,757 08 [177, 1267, 253, 1280]
theatre-item [20, 637, 255, 665]
skin-ad-line-1: ΧΡΕΙΑΖΕΣΘΕ [1222, 307, 1418, 340]
article-subhead: ΑΙ ΤΗΛΕΦΩΝΗΤΡΙΑΙ [308, 1012, 438, 1026]
lampropoulos-item: ΥΠΟΚΑΜΙΣΑ λευκὰ μαλλιὰ ξινό. [1015, 1318, 1209, 1333]
electric-table [20, 1136, 255, 1280]
piraeus-subhead: Ἄλλη [355, 1578, 391, 1593]
subscriptions-persia: ΔΙΑ ΤΟΥΣ ΕΝ ΠΕΡΣΙΑ : [66, 345, 209, 359]
notice-sign: Π. Μιχαλόπουλος [1044, 643, 1136, 654]
table-cell: 1,394,567 53 [177, 1183, 253, 1196]
doctor-ad-subtitle: & ΔΕΡΜΑΤΟΛΟΓΟΣ ΙΑΤΡΟ [1230, 152, 1410, 166]
doctor-ad-line: Ἐφαρμογὴ τοῦ 606 [1265, 258, 1375, 270]
skin-ad-line-2: ΚΑΤΙ ΤΙ ΔΙΑ ΤΟ [1232, 345, 1408, 411]
shop-prices: ΤΙΜΑΙ ΑΠΟΛΥΤΩΣ ΩΡΙΣΜΕΝΑΙ [1067, 1674, 1338, 1691]
fabrics-header [975, 1701, 1430, 1756]
society-text: Ὁ Ὑφηγητὴς τῆς Συφιλιδολογίας ΑΘΑΝ. ΤΡΑΧΙΛΗΣ διευθυντὴς τοῦ Ἀφροδισίων καὶ δερματικῶν νοσημάτων τῆς Πολυκλινικῆς, ἰατρὸς τῶν εἰδικῶν νοσημάτων. Δέχεται 9-11 π. μ. καὶ 4-7 μ. μ. Περιόδος 9. Ὁ Ἰατρὸς τῶν δερματικῶν ὁφθαλμῶν νόσων κ. ΚΟΝΚΙΝΟΥΤΗΣ ἐπὶ Ἀρεταίον. Δέχεται 8-11 π. μ. καὶ 1-4. Νεωτέρα ἔρευνα τοῦ «606». [975, 277, 1205, 376]
article-subhead: ΑΛΛΗΛΟΓΡΑΦΙΑ ΚΑΙ ΑΠΟΡΡΗΤΟΝ ΤΗΣ ΕΠΙΣΤΟΛΗΣ [269, 810, 477, 835]
notice-sign: Ἀκριβὲς ἀντίγραφον [1038, 655, 1142, 667]
article-paragraph: Ὁ κ. ΜΑΜΑΗΣ συνηγορεῖ ὑπὲρ ἀναφορᾶς. [258, 1027, 488, 1055]
theatres-list [20, 555, 255, 873]
